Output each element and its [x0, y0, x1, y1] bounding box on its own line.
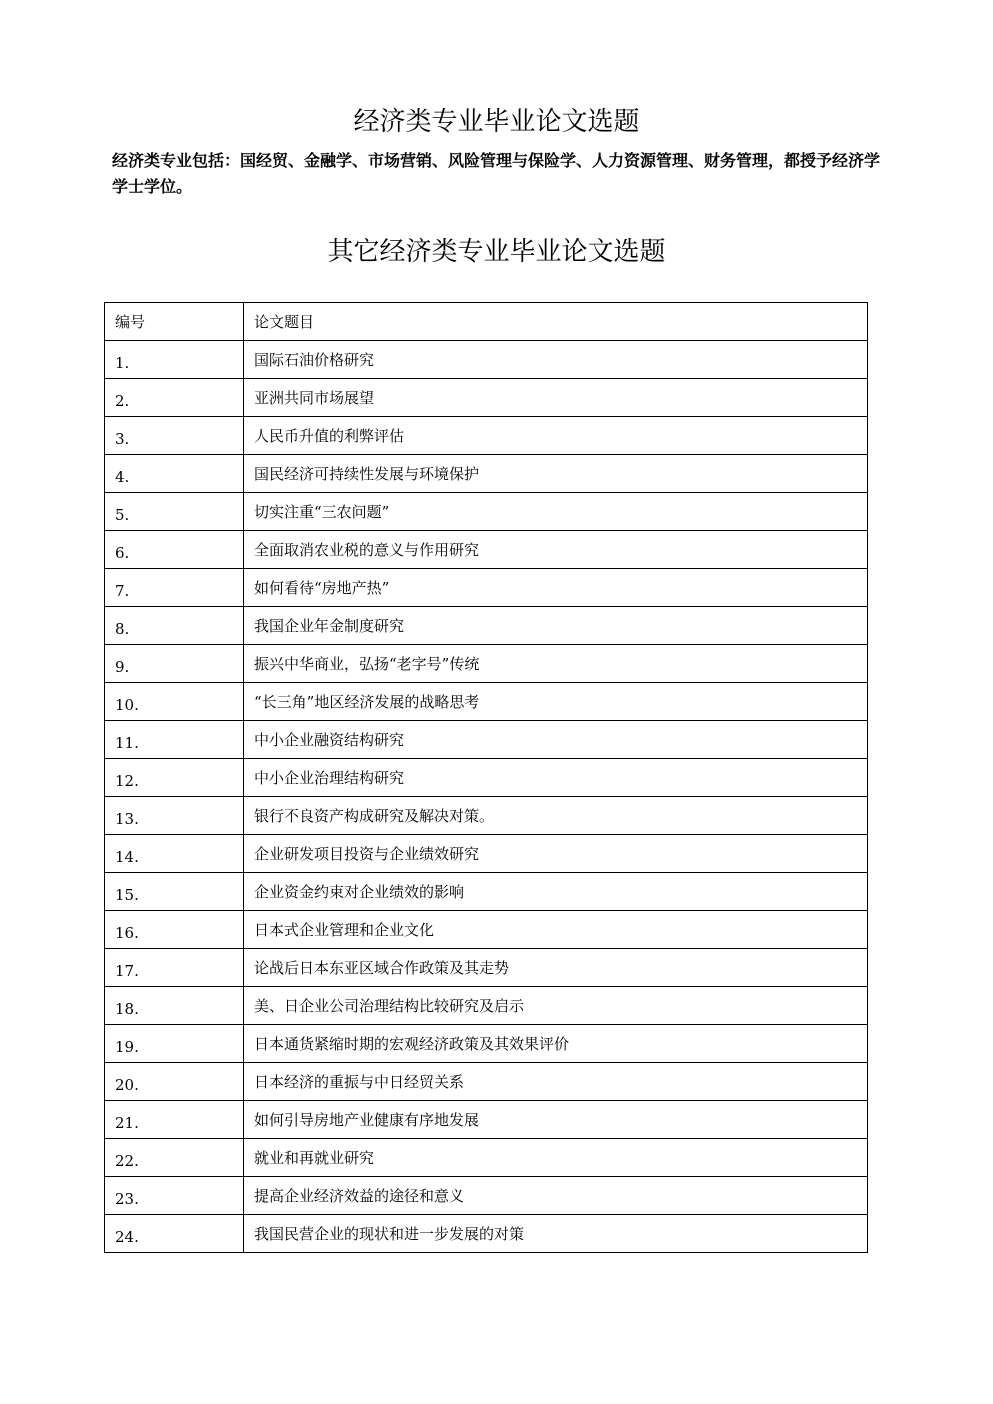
table-row	[105, 1063, 868, 1101]
row-number: 13.	[105, 797, 244, 835]
row-title: 就业和再就业研究	[244, 1139, 868, 1177]
row-title: 我国企业年金制度研究	[244, 607, 868, 645]
intro-paragraph: 经济类专业包括：国经贸、金融学、市场营销、风险管理与保险学、人力资源管理、财务管理，都授予经济学学士学位。	[112, 151, 881, 196]
row-title: 中小企业治理结构研究	[244, 759, 868, 797]
row-number: 1.	[105, 341, 244, 379]
row-number: 14.	[105, 835, 244, 873]
table-row	[105, 341, 868, 379]
table-row	[105, 455, 868, 493]
row-number: 4.	[105, 455, 244, 493]
header-number: 编号	[105, 303, 244, 341]
header-title: 论文题目	[244, 303, 868, 341]
row-number: 7.	[105, 569, 244, 607]
row-title: 切实注重“三农问题”	[244, 493, 868, 531]
table-row	[105, 1101, 868, 1139]
row-number: 18.	[105, 987, 244, 1025]
row-title: 企业资金约束对企业绩效的影响	[244, 873, 868, 911]
row-title: 振兴中华商业，弘扬“老字号”传统	[244, 645, 868, 683]
row-number: 24.	[105, 1215, 244, 1253]
row-title: 中小企业融资结构研究	[244, 721, 868, 759]
row-title: 论战后日本东亚区域合作政策及其走势	[244, 949, 868, 987]
table-row	[105, 1025, 868, 1063]
table-row	[105, 417, 868, 455]
section-title: 其它经济类专业毕业论文选题	[327, 237, 666, 267]
table-row	[105, 721, 868, 759]
row-number: 12.	[105, 759, 244, 797]
row-title: 企业研发项目投资与企业绩效研究	[244, 835, 868, 873]
row-number: 22.	[105, 1139, 244, 1177]
row-title: 国民经济可持续性发展与环境保护	[244, 455, 868, 493]
table-row	[105, 379, 868, 417]
row-title: 美、日企业公司治理结构比较研究及启示	[244, 987, 868, 1025]
row-title: 我国民营企业的现状和进一步发展的对策	[244, 1215, 868, 1253]
table-row	[105, 645, 868, 683]
table-row	[105, 607, 868, 645]
table-row	[105, 835, 868, 873]
row-title: 人民币升值的利弊评估	[244, 417, 868, 455]
table-row	[105, 531, 868, 569]
row-title: 日本经济的重振与中日经贸关系	[244, 1063, 868, 1101]
row-number: 23.	[105, 1177, 244, 1215]
row-number: 20.	[105, 1063, 244, 1101]
table-body	[105, 341, 868, 1253]
table-row	[105, 569, 868, 607]
row-number: 2.	[105, 379, 244, 417]
row-number: 21.	[105, 1101, 244, 1139]
page-title: 经济类专业毕业论文选题	[353, 107, 640, 137]
table-row	[105, 949, 868, 987]
row-number: 17.	[105, 949, 244, 987]
row-title: 日本式企业管理和企业文化	[244, 911, 868, 949]
row-number: 8.	[105, 607, 244, 645]
table-row	[105, 1177, 868, 1215]
row-number: 3.	[105, 417, 244, 455]
table-row	[105, 1215, 868, 1253]
topics-table	[104, 302, 868, 1253]
row-number: 19.	[105, 1025, 244, 1063]
table-row	[105, 873, 868, 911]
row-number: 16.	[105, 911, 244, 949]
row-number: 15.	[105, 873, 244, 911]
row-number: 10.	[105, 683, 244, 721]
row-number: 9.	[105, 645, 244, 683]
row-number: 5.	[105, 493, 244, 531]
table-header-row	[105, 303, 868, 341]
row-title: 提高企业经济效益的途径和意义	[244, 1177, 868, 1215]
row-title: “长三角”地区经济发展的战略思考	[244, 683, 868, 721]
row-title: 银行不良资产构成研究及解决对策。	[244, 797, 868, 835]
row-number: 6.	[105, 531, 244, 569]
table-row	[105, 797, 868, 835]
row-title: 日本通货紧缩时期的宏观经济政策及其效果评价	[244, 1025, 868, 1063]
table-row	[105, 493, 868, 531]
row-number: 11.	[105, 721, 244, 759]
row-title: 如何看待“房地产热”	[244, 569, 868, 607]
table-row	[105, 759, 868, 797]
table-row	[105, 911, 868, 949]
table-row	[105, 683, 868, 721]
row-title: 如何引导房地产业健康有序地发展	[244, 1101, 868, 1139]
row-title: 全面取消农业税的意义与作用研究	[244, 531, 868, 569]
row-title: 国际石油价格研究	[244, 341, 868, 379]
table-row	[105, 1139, 868, 1177]
row-title: 亚洲共同市场展望	[244, 379, 868, 417]
table-row	[105, 987, 868, 1025]
